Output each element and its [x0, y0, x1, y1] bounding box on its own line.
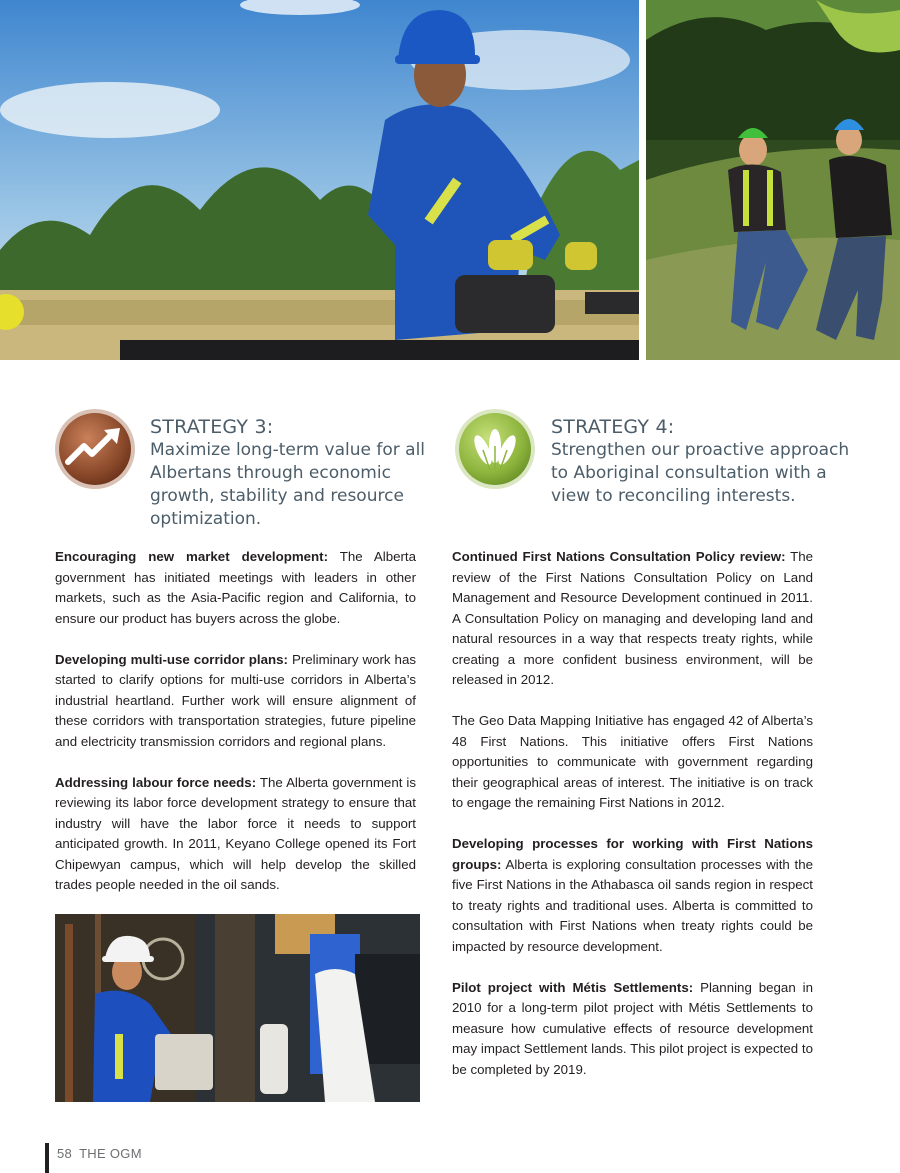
paragraph-market-development [55, 547, 416, 629]
paragraph-metis-pilot [452, 978, 813, 1081]
strategy-4-text [551, 415, 851, 508]
paragraph-heading: Developing multi-use corridor plans: [55, 651, 288, 667]
paragraph-first-nations-processes [452, 834, 813, 957]
page-number: 58 [57, 1146, 73, 1161]
paragraph-heading: Developing processes for working with First Nations groups: [452, 836, 813, 872]
right-column [452, 547, 813, 1101]
publication-name: THE OGM [79, 1146, 142, 1161]
paragraph-consultation-policy [452, 547, 813, 691]
strategy-4-title: STRATEGY 4: [551, 416, 675, 438]
left-column [55, 547, 416, 916]
paragraph-heading: Addressing labour force needs: [55, 774, 257, 790]
strategy-4-description: Strengthen our proactive approach to Aboriginal consultation with a view to reconciling interests. [551, 440, 850, 506]
paragraph-geo-data-mapping [452, 711, 813, 814]
strategy-3-text [150, 415, 450, 531]
paragraph-heading: Pilot project with Métis Settlements: [452, 979, 694, 995]
paragraph-heading: Continued First Nations Consultation Policy review: [452, 549, 786, 564]
paragraph-heading: Encouraging new market development: [55, 549, 329, 564]
trend-up-arrow-icon [54, 408, 136, 490]
strategy-4-icon [454, 408, 536, 490]
paragraph-body: Preliminary work has started to clarify options for multi-use corridors in Alberta’s industrial heartland. Further work will ensure alignment of these corridors with transportation strategies, future pipeline and electricity transmission corridors and regional plans. [55, 651, 416, 749]
photo-worker-blue-coveralls [0, 0, 639, 360]
photo-worker-industrial-plant [55, 914, 420, 1102]
paragraph-labour-force [55, 773, 416, 896]
paragraph-body: The review of the First Nations Consultation Policy on Land Management and Resource Development continued in 2011. A Consultation Policy on managing and developing land and natural resources in a way that respects treaty rights, while creating a more confident business environment, will be released in 2012. [452, 549, 813, 687]
paragraph-body: The Geo Data Mapping Initiative has engaged 42 of Alberta’s 48 First Nations. This initiative offers First Nations opportunities to communicate with government regarding their geographical areas of interest. The initiative is on track to engage the remaining First Nations in 2012. [452, 713, 813, 810]
footer [57, 1146, 149, 1161]
paragraph-body: The Alberta government has initiated meetings with leaders in other markets, such as the Asia-Pacific region and California, to ensure our product has buyers across the globe. [55, 549, 416, 626]
footer-bar [45, 1143, 49, 1173]
strategy-3-icon [54, 408, 136, 490]
paragraph-body: Planning began in 2010 for a long-term pilot project with Métis Settlements to measure how cumulative effects of resource development may impact Settlement lands. This pilot project is expected to be completed by 2019. [452, 979, 813, 1077]
paragraph-corridor-plans [55, 650, 416, 753]
feathers-icon [454, 408, 536, 490]
strategy-3-description: Maximize long-term value for all Albertans through economic growth, stability and resource optimization. [150, 440, 426, 529]
paragraph-body: Alberta is exploring consultation processes with the five First Nations in the Athabasca oil sands region in respect to treaty rights and traditional uses. Alberta is committed to consultation with First Nations when treaty rights could be impacted by resource development. [452, 856, 813, 954]
photo-two-women-walking [646, 0, 900, 360]
strategy-3-title: STRATEGY 3: [150, 416, 274, 438]
paragraph-body: The Alberta government is reviewing its labor force development strategy to ensure that industry will have the labor force it needs to support anticipated growth. In 2011, Keyano College opened its Fort Chipewyan campus, which will help develop the skilled trades people needed in the oil sands. [55, 774, 417, 892]
